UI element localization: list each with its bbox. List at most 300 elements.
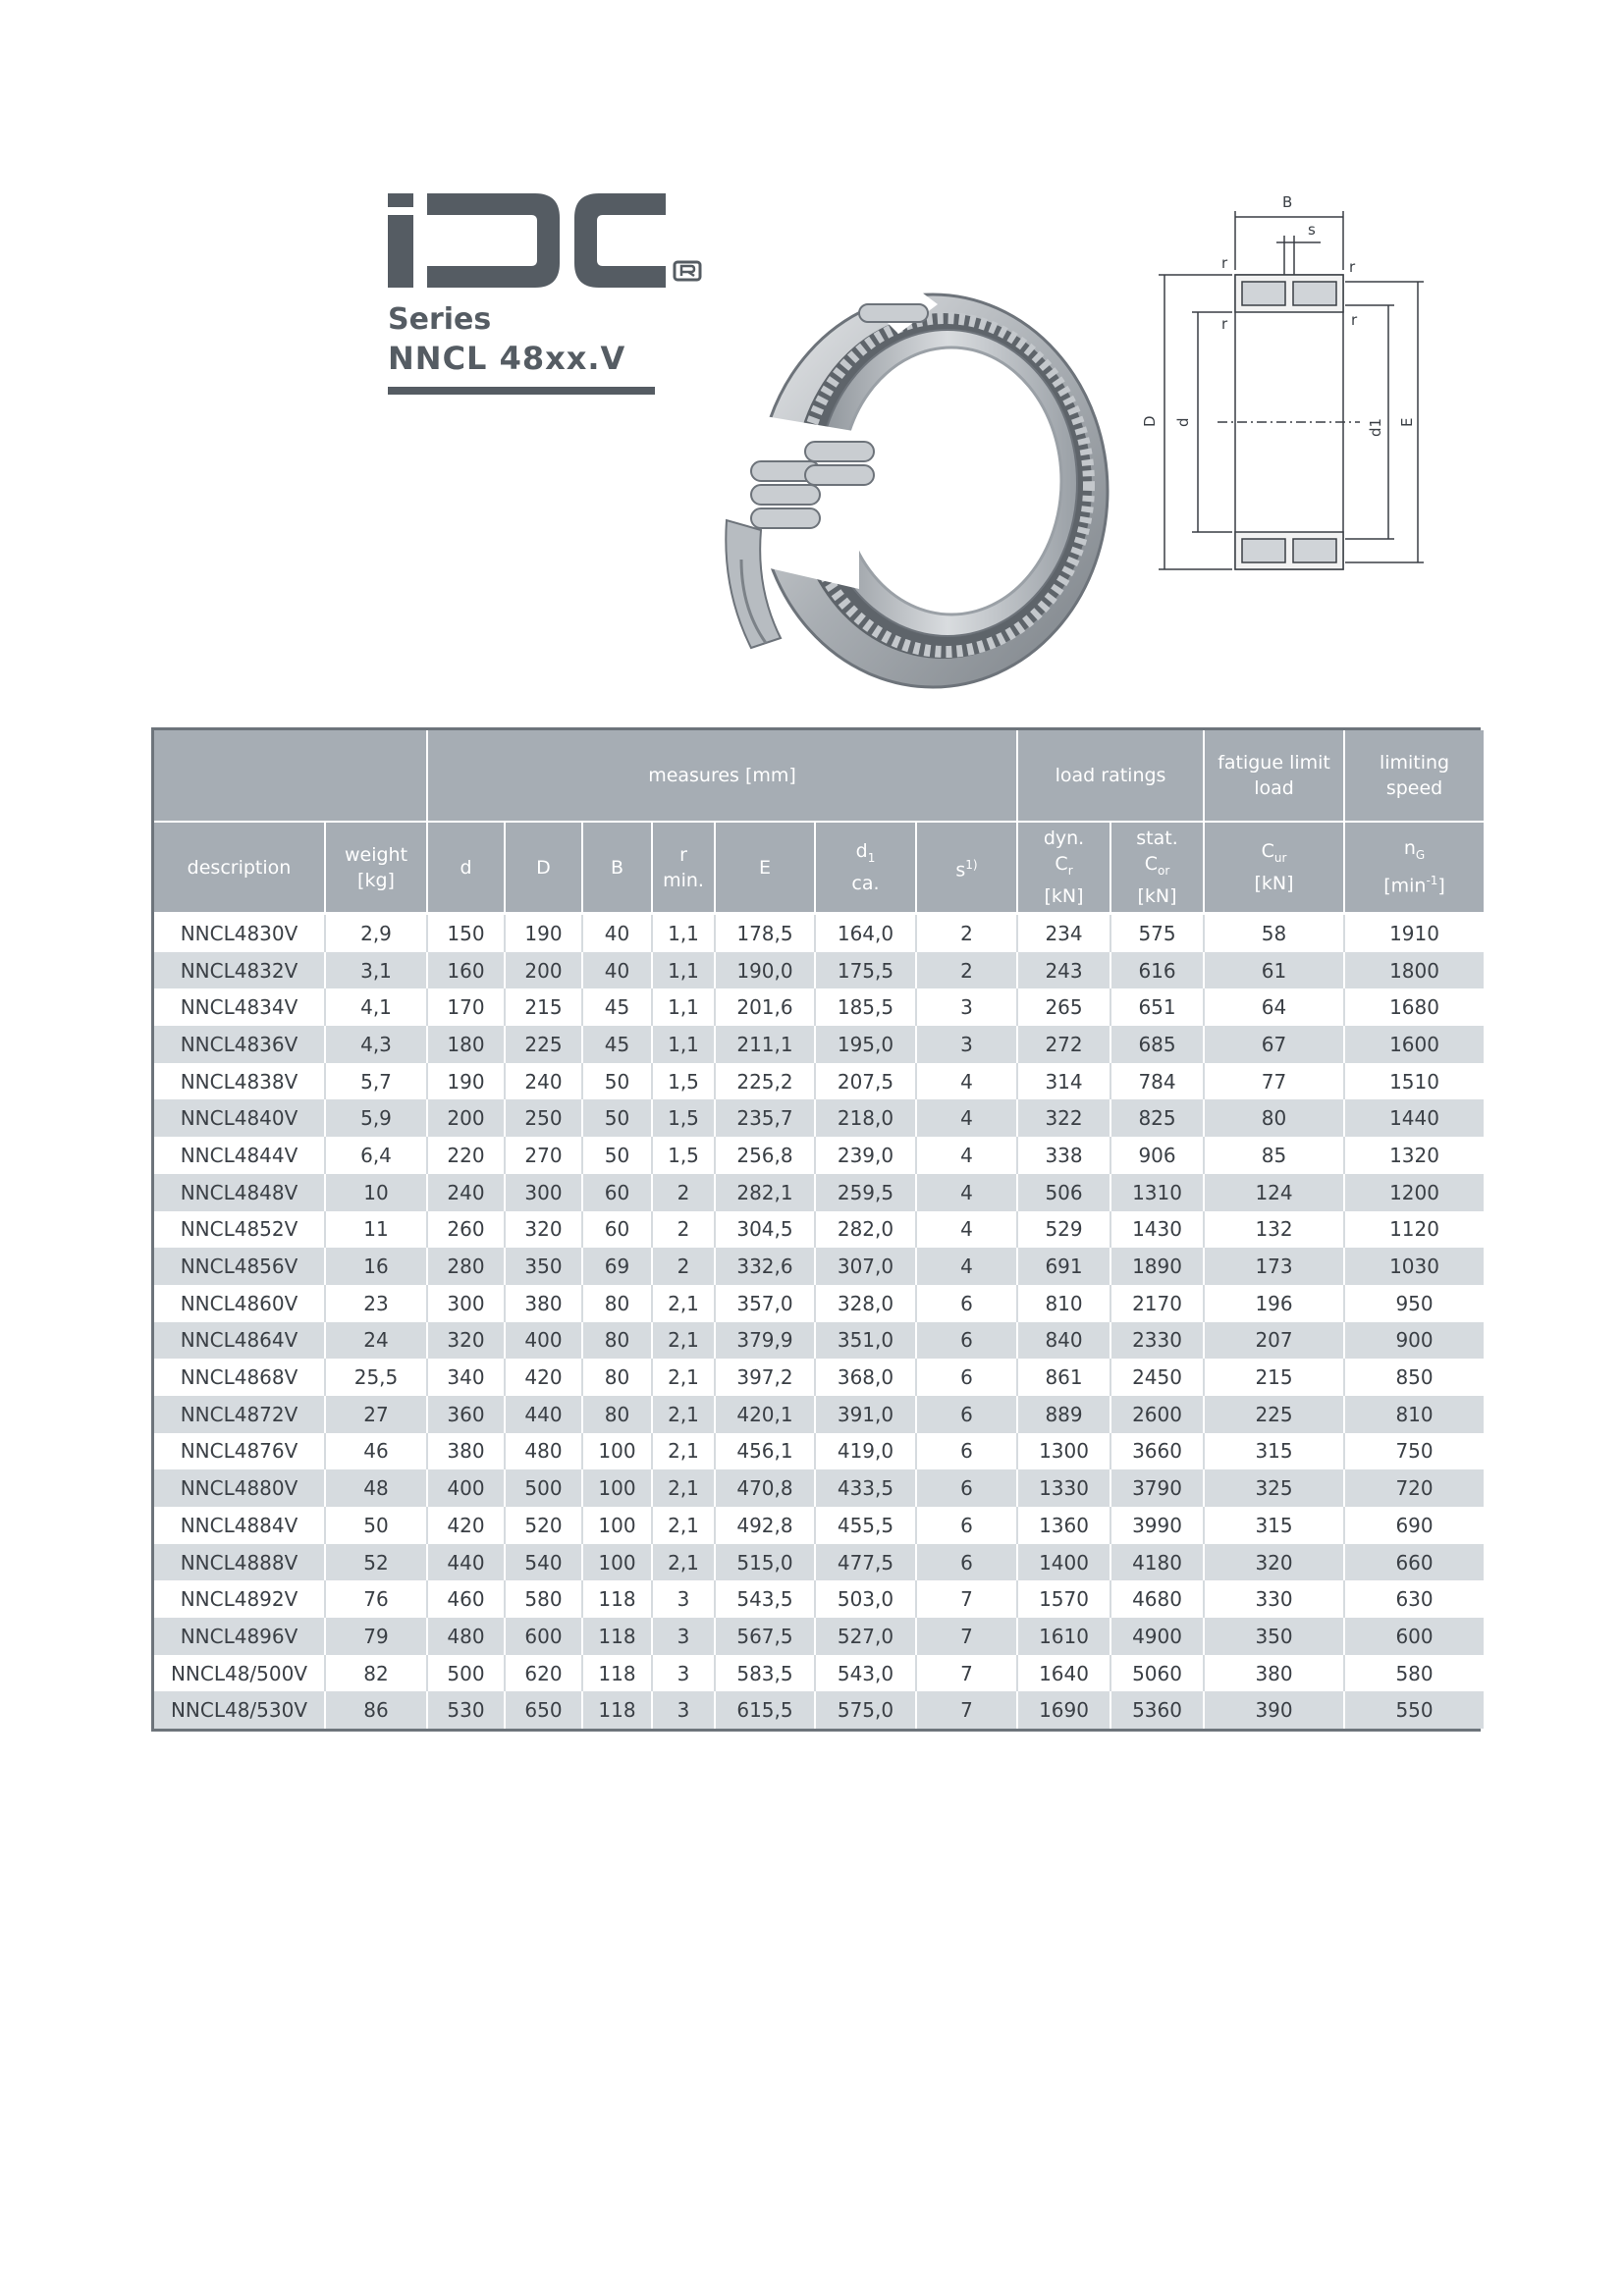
cell-D: 270 [505, 1137, 582, 1174]
cell-s: 6 [916, 1322, 1017, 1360]
cell-stat: 3990 [1110, 1507, 1204, 1544]
bearing-photo [712, 265, 1114, 707]
cell-description: NNCL4880V [154, 1469, 325, 1507]
table-row [154, 1063, 1484, 1100]
cell-ng: 900 [1344, 1322, 1484, 1360]
cell-stat: 2170 [1110, 1285, 1204, 1322]
cross-section-drawing [1119, 191, 1443, 653]
col-dyn [1017, 822, 1110, 914]
cell-r: 2,1 [652, 1359, 715, 1396]
col-ng-base: n [1403, 837, 1416, 860]
cell-B: 118 [582, 1691, 652, 1729]
cell-E: 543,5 [715, 1580, 815, 1618]
cell-d: 340 [427, 1359, 505, 1396]
cell-E: 420,1 [715, 1396, 815, 1433]
col-s-sup: 1) [965, 857, 978, 872]
cell-cur: 225 [1204, 1396, 1344, 1433]
cell-r: 3 [652, 1691, 715, 1729]
cell-E: 332,6 [715, 1248, 815, 1285]
cell-B: 100 [582, 1433, 652, 1470]
cell-d1: 477,5 [815, 1544, 916, 1581]
cell-r: 2,1 [652, 1396, 715, 1433]
cell-weight: 86 [325, 1691, 427, 1729]
header-group-row [154, 730, 1484, 822]
cell-weight: 3,1 [325, 952, 427, 989]
cell-d: 180 [427, 1026, 505, 1063]
col-weight-label: weight [344, 843, 408, 866]
cell-ng: 1680 [1344, 988, 1484, 1026]
table-row [154, 1580, 1484, 1618]
table-row [154, 1655, 1484, 1692]
col-d1-ca: ca. [851, 872, 880, 894]
dim-label-B: B [1282, 193, 1293, 211]
col-stat-unit: [kN] [1137, 884, 1177, 907]
cell-B: 80 [582, 1285, 652, 1322]
cell-cur: 58 [1204, 914, 1344, 952]
table-row [154, 1469, 1484, 1507]
cell-weight: 4,3 [325, 1026, 427, 1063]
cell-d1: 503,0 [815, 1580, 916, 1618]
cell-stat: 685 [1110, 1026, 1204, 1063]
dim-label-r-right: r [1349, 258, 1356, 276]
cell-r: 2,1 [652, 1507, 715, 1544]
cell-d1: 351,0 [815, 1322, 916, 1360]
table-row [154, 1211, 1484, 1249]
idc-logo [388, 191, 712, 290]
cell-r: 2,1 [652, 1469, 715, 1507]
cell-description: NNCL4836V [154, 1026, 325, 1063]
col-cur-sub: ur [1273, 850, 1287, 865]
cell-ng: 1910 [1344, 914, 1484, 952]
cell-ng: 810 [1344, 1396, 1484, 1433]
cell-cur: 85 [1204, 1137, 1344, 1174]
cell-s: 6 [916, 1396, 1017, 1433]
cell-stat: 784 [1110, 1063, 1204, 1100]
cell-B: 50 [582, 1063, 652, 1100]
cell-description: NNCL4868V [154, 1359, 325, 1396]
cell-stat: 2330 [1110, 1322, 1204, 1360]
cell-ng: 1030 [1344, 1248, 1484, 1285]
col-dyn-sub: r [1067, 863, 1073, 878]
cell-E: 456,1 [715, 1433, 815, 1470]
cell-dyn: 691 [1017, 1248, 1110, 1285]
cell-description: NNCL4838V [154, 1063, 325, 1100]
col-D: D [505, 822, 582, 914]
cell-d: 150 [427, 914, 505, 952]
cell-B: 45 [582, 1026, 652, 1063]
cell-B: 40 [582, 914, 652, 952]
cell-r: 2,1 [652, 1285, 715, 1322]
cell-ng: 1510 [1344, 1063, 1484, 1100]
table-row [154, 1359, 1484, 1396]
cell-description: NNCL4840V [154, 1099, 325, 1137]
cell-B: 80 [582, 1359, 652, 1396]
cell-d1: 527,0 [815, 1618, 916, 1655]
cell-s: 6 [916, 1359, 1017, 1396]
cell-cur: 207 [1204, 1322, 1344, 1360]
table-row [154, 914, 1484, 952]
cell-dyn: 1360 [1017, 1507, 1110, 1544]
col-d1-base: d [855, 840, 868, 863]
cell-stat: 616 [1110, 952, 1204, 989]
col-d: d [427, 822, 505, 914]
cell-D: 190 [505, 914, 582, 952]
cell-description: NNCL4888V [154, 1544, 325, 1581]
cell-d: 500 [427, 1655, 505, 1692]
cell-weight: 23 [325, 1285, 427, 1322]
cell-s: 6 [916, 1285, 1017, 1322]
cell-s: 6 [916, 1433, 1017, 1470]
cell-d: 460 [427, 1580, 505, 1618]
cell-cur: 315 [1204, 1433, 1344, 1470]
cell-weight: 5,7 [325, 1063, 427, 1100]
table-body [154, 914, 1484, 1730]
cell-s: 4 [916, 1174, 1017, 1211]
cell-E: 567,5 [715, 1618, 815, 1655]
cell-weight: 50 [325, 1507, 427, 1544]
cell-cur: 390 [1204, 1691, 1344, 1729]
table-row [154, 1433, 1484, 1470]
cell-weight: 48 [325, 1469, 427, 1507]
cell-ng: 660 [1344, 1544, 1484, 1581]
col-stat [1110, 822, 1204, 914]
table-row [154, 1099, 1484, 1137]
cell-B: 80 [582, 1322, 652, 1360]
cell-E: 211,1 [715, 1026, 815, 1063]
cell-description: NNCL4872V [154, 1396, 325, 1433]
cell-s: 4 [916, 1063, 1017, 1100]
cell-description: NNCL4844V [154, 1137, 325, 1174]
cell-stat: 1310 [1110, 1174, 1204, 1211]
cell-d1: 175,5 [815, 952, 916, 989]
cell-stat: 3790 [1110, 1469, 1204, 1507]
cell-weight: 79 [325, 1618, 427, 1655]
col-weight [325, 822, 427, 914]
cell-ng: 630 [1344, 1580, 1484, 1618]
cell-stat: 906 [1110, 1137, 1204, 1174]
cell-D: 400 [505, 1322, 582, 1360]
cell-dyn: 810 [1017, 1285, 1110, 1322]
header-measures: measures [mm] [427, 730, 1017, 822]
cell-s: 7 [916, 1655, 1017, 1692]
header-fatigue-limit [1204, 730, 1344, 822]
cell-E: 201,6 [715, 988, 815, 1026]
cell-r: 3 [652, 1618, 715, 1655]
cell-stat: 5360 [1110, 1691, 1204, 1729]
cell-s: 4 [916, 1137, 1017, 1174]
col-dyn-base: C [1055, 853, 1068, 876]
cell-E: 256,8 [715, 1137, 815, 1174]
cell-dyn: 1400 [1017, 1544, 1110, 1581]
cell-d1: 419,0 [815, 1433, 916, 1470]
cell-d1: 543,0 [815, 1655, 916, 1692]
cell-s: 4 [916, 1248, 1017, 1285]
cell-D: 225 [505, 1026, 582, 1063]
cell-B: 60 [582, 1211, 652, 1249]
cell-r: 1,1 [652, 914, 715, 952]
cell-dyn: 243 [1017, 952, 1110, 989]
cell-D: 540 [505, 1544, 582, 1581]
cell-s: 4 [916, 1211, 1017, 1249]
cell-stat: 1890 [1110, 1248, 1204, 1285]
cell-d1: 391,0 [815, 1396, 916, 1433]
cell-s: 2 [916, 952, 1017, 989]
cell-E: 379,9 [715, 1322, 815, 1360]
cell-s: 6 [916, 1544, 1017, 1581]
cell-D: 650 [505, 1691, 582, 1729]
cell-ng: 550 [1344, 1691, 1484, 1729]
col-B: B [582, 822, 652, 914]
cell-E: 190,0 [715, 952, 815, 989]
cell-description: NNCL4896V [154, 1618, 325, 1655]
cell-d: 480 [427, 1618, 505, 1655]
col-E: E [715, 822, 815, 914]
col-d1 [815, 822, 916, 914]
cell-cur: 350 [1204, 1618, 1344, 1655]
cell-B: 69 [582, 1248, 652, 1285]
cell-r: 2 [652, 1211, 715, 1249]
table-row [154, 1137, 1484, 1174]
cell-cur: 132 [1204, 1211, 1344, 1249]
cell-B: 100 [582, 1507, 652, 1544]
col-ng-unit-sup: -1 [1426, 874, 1438, 888]
cell-cur: 380 [1204, 1655, 1344, 1692]
cell-stat: 651 [1110, 988, 1204, 1026]
dim-label-d1: d1 [1367, 417, 1384, 437]
cell-s: 7 [916, 1691, 1017, 1729]
cell-r: 2,1 [652, 1544, 715, 1581]
cell-description: NNCL4834V [154, 988, 325, 1026]
cell-E: 282,1 [715, 1174, 815, 1211]
cell-d: 160 [427, 952, 505, 989]
cell-cur: 325 [1204, 1469, 1344, 1507]
cell-description: NNCL4864V [154, 1322, 325, 1360]
cell-B: 118 [582, 1655, 652, 1692]
cell-ng: 720 [1344, 1469, 1484, 1507]
cell-E: 397,2 [715, 1359, 815, 1396]
col-s [916, 822, 1017, 914]
cell-description: NNCL4848V [154, 1174, 325, 1211]
col-r-label: r [679, 843, 687, 866]
dim-label-r-inner-right: r [1351, 311, 1358, 329]
cell-weight: 4,1 [325, 988, 427, 1026]
cell-d1: 259,5 [815, 1174, 916, 1211]
table-row [154, 988, 1484, 1026]
header-speed-line2: speed [1385, 777, 1443, 799]
cell-d: 440 [427, 1544, 505, 1581]
cell-ng: 1440 [1344, 1099, 1484, 1137]
cell-dyn: 338 [1017, 1137, 1110, 1174]
cell-cur: 320 [1204, 1544, 1344, 1581]
series-underline [388, 387, 655, 395]
cell-D: 620 [505, 1655, 582, 1692]
cell-stat: 1430 [1110, 1211, 1204, 1249]
cell-d: 200 [427, 1099, 505, 1137]
cell-description: NNCL4832V [154, 952, 325, 989]
cell-cur: 77 [1204, 1063, 1344, 1100]
cell-d: 170 [427, 988, 505, 1026]
cell-B: 100 [582, 1544, 652, 1581]
cell-d: 320 [427, 1322, 505, 1360]
cell-cur: 330 [1204, 1580, 1344, 1618]
col-ng [1344, 822, 1484, 914]
table-row [154, 1618, 1484, 1655]
table-row [154, 1174, 1484, 1211]
col-r-min: min. [663, 869, 704, 891]
cell-ng: 1320 [1344, 1137, 1484, 1174]
cell-cur: 215 [1204, 1359, 1344, 1396]
cell-d: 530 [427, 1691, 505, 1729]
spec-table [151, 727, 1481, 1732]
cell-description: NNCL48/530V [154, 1691, 325, 1729]
cell-dyn: 1690 [1017, 1691, 1110, 1729]
cell-dyn: 1300 [1017, 1433, 1110, 1470]
cell-cur: 124 [1204, 1174, 1344, 1211]
cell-r: 3 [652, 1655, 715, 1692]
cell-description: NNCL4884V [154, 1507, 325, 1544]
table-row [154, 1285, 1484, 1322]
cell-weight: 27 [325, 1396, 427, 1433]
cell-stat: 575 [1110, 914, 1204, 952]
cell-s: 3 [916, 1026, 1017, 1063]
cell-ng: 580 [1344, 1655, 1484, 1692]
cell-d1: 195,0 [815, 1026, 916, 1063]
cell-d1: 282,0 [815, 1211, 916, 1249]
table-row [154, 1322, 1484, 1360]
cell-D: 300 [505, 1174, 582, 1211]
col-stat-base: C [1144, 853, 1159, 876]
cell-E: 357,0 [715, 1285, 815, 1322]
header-column-row [154, 822, 1484, 914]
cell-E: 304,5 [715, 1211, 815, 1249]
cell-d1: 307,0 [815, 1248, 916, 1285]
cell-weight: 82 [325, 1655, 427, 1692]
col-dyn-unit: [kN] [1044, 884, 1084, 907]
cell-D: 200 [505, 952, 582, 989]
cell-description: NNCL4856V [154, 1248, 325, 1285]
cell-cur: 315 [1204, 1507, 1344, 1544]
cell-description: NNCL4892V [154, 1580, 325, 1618]
col-stat-sub: or [1158, 863, 1170, 878]
cell-d1: 328,0 [815, 1285, 916, 1322]
cell-D: 440 [505, 1396, 582, 1433]
cell-d1: 368,0 [815, 1359, 916, 1396]
cell-B: 100 [582, 1469, 652, 1507]
cell-d: 260 [427, 1211, 505, 1249]
cell-s: 2 [916, 914, 1017, 952]
cell-E: 235,7 [715, 1099, 815, 1137]
header-fatigue-line1: fatigue limit [1218, 752, 1330, 774]
cell-weight: 10 [325, 1174, 427, 1211]
cell-d1: 164,0 [815, 914, 916, 952]
cell-weight: 46 [325, 1433, 427, 1470]
cell-d1: 239,0 [815, 1137, 916, 1174]
cell-D: 215 [505, 988, 582, 1026]
cell-D: 480 [505, 1433, 582, 1470]
cell-ng: 690 [1344, 1507, 1484, 1544]
cell-stat: 3660 [1110, 1433, 1204, 1470]
cell-dyn: 506 [1017, 1174, 1110, 1211]
col-s-base: s [955, 859, 966, 881]
dim-label-d: d [1174, 417, 1192, 427]
cell-weight: 52 [325, 1544, 427, 1581]
cell-B: 45 [582, 988, 652, 1026]
cell-s: 6 [916, 1507, 1017, 1544]
cell-weight: 6,4 [325, 1137, 427, 1174]
cell-d1: 185,5 [815, 988, 916, 1026]
header-fatigue-line2: load [1254, 777, 1294, 799]
cell-dyn: 322 [1017, 1099, 1110, 1137]
cell-weight: 16 [325, 1248, 427, 1285]
series-label: Series [388, 302, 492, 337]
col-d1-sub: 1 [867, 850, 876, 865]
cell-d: 420 [427, 1507, 505, 1544]
cell-B: 50 [582, 1137, 652, 1174]
cell-weight: 76 [325, 1580, 427, 1618]
cell-dyn: 265 [1017, 988, 1110, 1026]
cell-weight: 5,9 [325, 1099, 427, 1137]
cell-D: 580 [505, 1580, 582, 1618]
cell-s: 7 [916, 1618, 1017, 1655]
cell-r: 2 [652, 1174, 715, 1211]
cell-dyn: 314 [1017, 1063, 1110, 1100]
col-weight-unit: [kg] [357, 869, 395, 891]
table-row [154, 952, 1484, 989]
cell-s: 3 [916, 988, 1017, 1026]
cell-d1: 575,0 [815, 1691, 916, 1729]
table-row [154, 1691, 1484, 1729]
col-stat-label: stat. [1136, 828, 1178, 850]
cell-r: 1,5 [652, 1063, 715, 1100]
header-speed-line1: limiting [1379, 752, 1450, 774]
cell-B: 118 [582, 1618, 652, 1655]
cell-d1: 218,0 [815, 1099, 916, 1137]
cell-cur: 67 [1204, 1026, 1344, 1063]
col-cur-base: C [1261, 840, 1274, 863]
cell-D: 380 [505, 1285, 582, 1322]
cell-ng: 600 [1344, 1618, 1484, 1655]
cell-B: 60 [582, 1174, 652, 1211]
cell-ng: 1120 [1344, 1211, 1484, 1249]
cell-stat: 4900 [1110, 1618, 1204, 1655]
col-ng-unit-base: [min [1383, 875, 1427, 897]
col-r [652, 822, 715, 914]
cell-B: 80 [582, 1396, 652, 1433]
cell-description: NNCL4852V [154, 1211, 325, 1249]
cell-r: 2,1 [652, 1322, 715, 1360]
cell-D: 500 [505, 1469, 582, 1507]
cell-E: 492,8 [715, 1507, 815, 1544]
cell-d: 380 [427, 1433, 505, 1470]
dim-label-r-inner: r [1221, 315, 1228, 333]
cell-r: 1,1 [652, 952, 715, 989]
cell-stat: 2450 [1110, 1359, 1204, 1396]
cell-r: 2 [652, 1248, 715, 1285]
cell-B: 40 [582, 952, 652, 989]
dim-label-D: D [1141, 415, 1159, 427]
cell-description: NNCL4876V [154, 1433, 325, 1470]
cell-d: 400 [427, 1469, 505, 1507]
header-limiting-speed [1344, 730, 1484, 822]
dim-label-E: E [1398, 417, 1416, 427]
cell-s: 4 [916, 1099, 1017, 1137]
cell-r: 1,5 [652, 1099, 715, 1137]
cell-E: 470,8 [715, 1469, 815, 1507]
cell-dyn: 272 [1017, 1026, 1110, 1063]
cell-d: 360 [427, 1396, 505, 1433]
cell-d: 240 [427, 1174, 505, 1211]
cell-D: 520 [505, 1507, 582, 1544]
